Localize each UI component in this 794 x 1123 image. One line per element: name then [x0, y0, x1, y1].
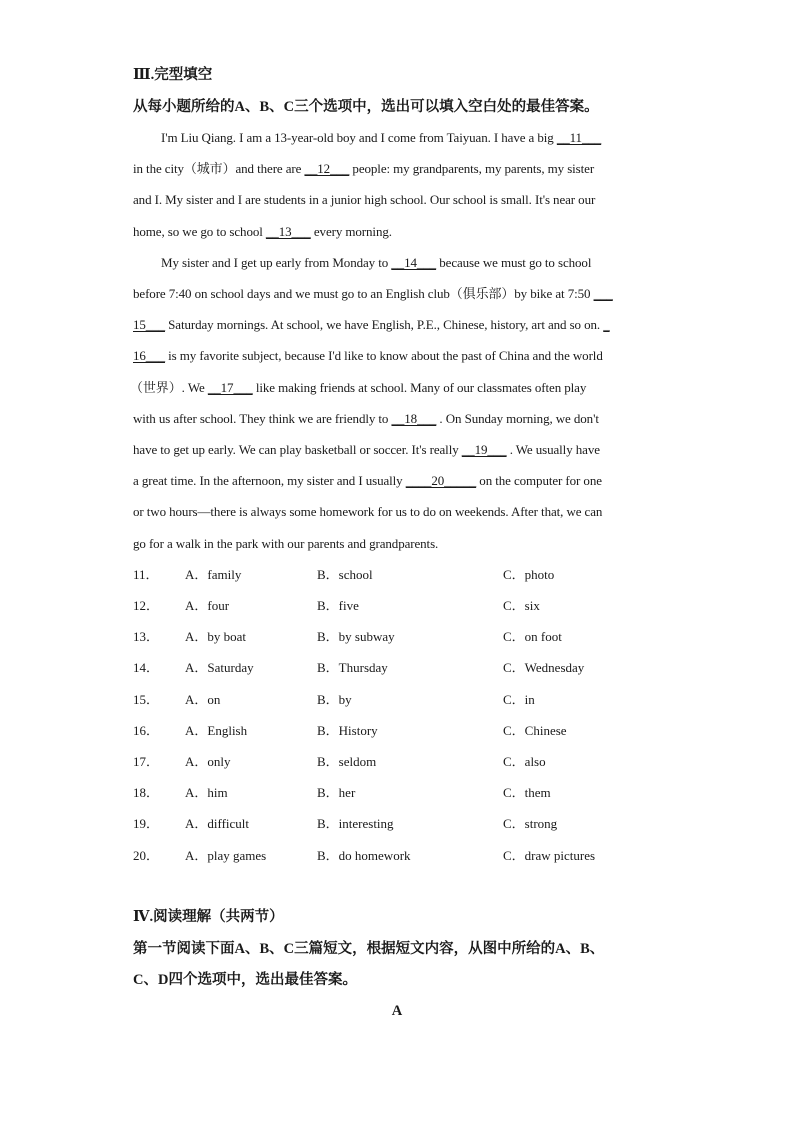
option-a: A．on: [185, 692, 221, 707]
passage-line: home, so we go to school __13___ every morning.: [133, 224, 392, 239]
option-b: B．school: [317, 567, 373, 582]
blank-15-end: 15___: [133, 317, 166, 332]
option-b: B．do homework: [317, 848, 411, 863]
section3-title: Ⅲ.完型填空: [133, 67, 213, 83]
passage-line: 15___ Saturday mornings. At school, we have English, P.E., Chinese, history, art and so on. _: [133, 317, 610, 332]
blank-11: __11___: [556, 130, 602, 145]
option-a: A．only: [185, 754, 231, 769]
option-row-17: 17． A．only B．seldom C．also: [133, 752, 693, 772]
option-c: C．draw pictures: [503, 848, 596, 863]
blank-16-end: 16___: [133, 348, 166, 363]
option-row-13: 13． A．by boat B．by subway C．on foot: [133, 627, 693, 647]
option-a: A．by boat: [185, 629, 247, 644]
option-a: A．difficult: [185, 816, 250, 831]
option-row-12: 12． A．four B．five C．six: [133, 596, 693, 616]
option-c: C．in: [503, 692, 535, 707]
passage-line: or two hours—there is always some homework for us to do on weekends. After that, we can: [133, 504, 603, 519]
passage-line: go for a walk in the park with our parents and grandparents.: [133, 536, 439, 551]
option-c: C．Chinese: [503, 723, 567, 738]
option-a: A．Saturday: [185, 660, 254, 675]
option-a: A．him: [185, 785, 228, 800]
passage-line: and I. My sister and I are students in a junior high school. Our school is small. It's near our: [133, 192, 596, 207]
option-c: C．six: [503, 598, 540, 613]
option-row-16: 16． A．English B．History C．Chinese: [133, 721, 693, 741]
option-a: A．four: [185, 598, 230, 613]
passage-line: I'm Liu Qiang. I am a 13-year-old boy and I come from Taiyuan. I have a big __11___: [161, 130, 602, 145]
option-b: B．by: [317, 692, 352, 707]
option-a: A．English: [185, 723, 248, 738]
passage-line: a great time. In the afternoon, my sister and I usually ____20_____ on the computer for one: [133, 473, 602, 488]
option-row-18: 18． A．him B．her C．them: [133, 783, 693, 803]
section3-instruction: 从每小题所给的A、B、C三个选项中，选出可以填入空白处的最佳答案。: [133, 99, 599, 115]
blank-19: __19___: [461, 442, 507, 457]
section4-title: Ⅳ.阅读理解（共两节）: [133, 909, 284, 925]
blank-16-start: _: [603, 317, 610, 332]
option-c: C．strong: [503, 816, 558, 831]
option-row-20: 20． A．play games B．do homework C．draw pictures: [133, 846, 693, 866]
option-row-15: 15． A．on B．by C．in: [133, 690, 693, 710]
passage-line: My sister and I get up early from Monday to __14___ because we must go to school: [161, 255, 592, 270]
option-row-19: 19． A．difficult B．interesting C．strong: [133, 814, 693, 834]
blank-12: __12___: [304, 161, 350, 176]
option-c: C．them: [503, 785, 551, 800]
option-b: B．her: [317, 785, 356, 800]
option-b: B．Thursday: [317, 660, 388, 675]
passage-a-label: A: [391, 1003, 403, 1019]
option-row-14: 14． A．Saturday B．Thursday C．Wednesday: [133, 658, 693, 678]
option-b: B．seldom: [317, 754, 377, 769]
passage-line: before 7:40 on school days and we must go to an English club（俱乐部）by bike at 7:50 ___: [133, 286, 613, 301]
option-c: C．on foot: [503, 629, 562, 644]
blank-15-start: ___: [593, 286, 613, 301]
blank-20: ____20_____: [405, 473, 477, 488]
option-b: B．five: [317, 598, 359, 613]
blank-17: __17___: [207, 380, 253, 395]
option-b: B．interesting: [317, 816, 394, 831]
option-row-11: 11． A．family B．school C．photo: [133, 565, 693, 585]
blank-13: __13___: [265, 224, 311, 239]
passage-line: 16___ is my favorite subject, because I'd like to know about the past of China and the world: [133, 348, 603, 363]
option-a: A．family: [185, 567, 242, 582]
option-a: A．play games: [185, 848, 267, 863]
passage-line: with us after school. They think we are friendly to __18___ . On Sunday morning, we don't: [133, 411, 599, 426]
option-b: B．by subway: [317, 629, 395, 644]
passage-line: （世界）. We __17___ like making friends at school. Many of our classmates often play: [130, 380, 587, 395]
blank-18: __18___: [391, 411, 437, 426]
option-c: C．Wednesday: [503, 660, 585, 675]
option-c: C．also: [503, 754, 546, 769]
passage-line: in the city（城市）and there are __12___ people: my grandparents, my parents, my sister: [133, 161, 595, 176]
blank-14: __14___: [391, 255, 437, 270]
passage-line: have to get up early. We can play basketball or soccer. It's really __19___ . We usually have: [133, 442, 600, 457]
option-c: C．photo: [503, 567, 555, 582]
section4-instruction-line1: 第一节阅读下面A、B、C三篇短文，根据短文内容，从图中所给的A、B、: [133, 941, 605, 957]
option-b: B．History: [317, 723, 378, 738]
section4-instruction-line2: C、D四个选项中，选出最佳答案。: [133, 972, 357, 988]
